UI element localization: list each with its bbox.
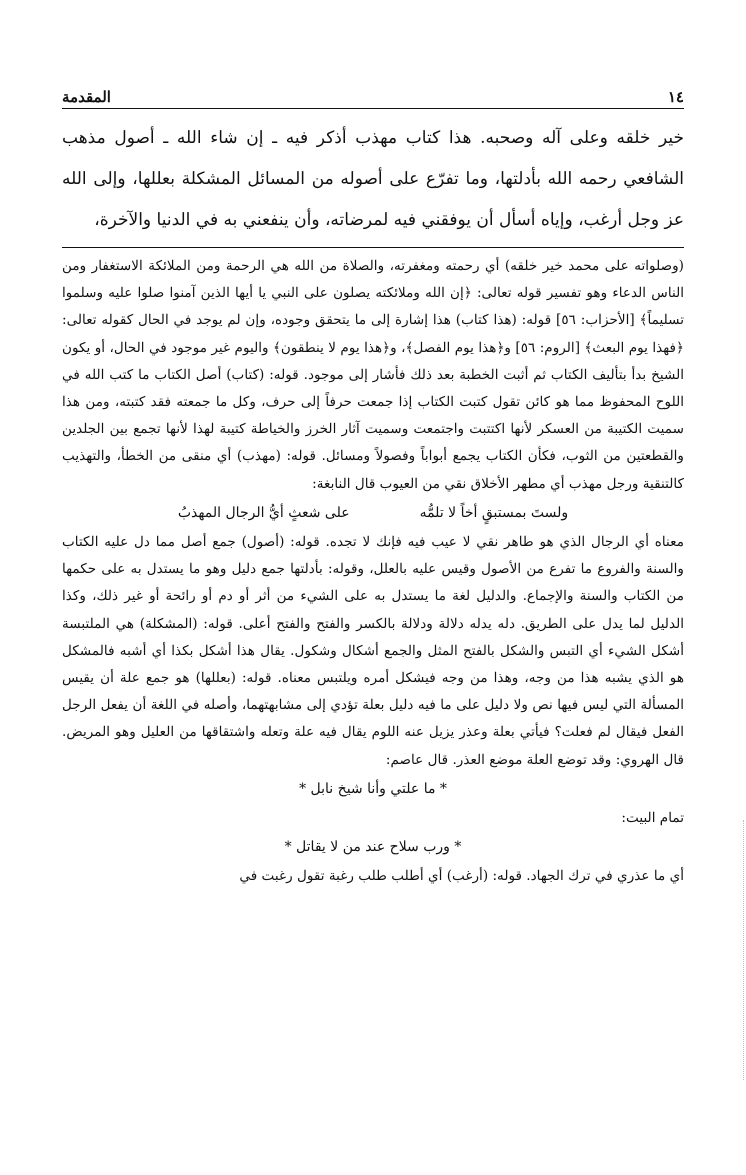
header-rule (62, 108, 684, 109)
page-edge-mark (742, 820, 744, 1080)
verse-hemistich-right: ولستَ بمستبقٍ أخاً لا تلمُّه (419, 504, 569, 521)
main-text (62, 118, 684, 241)
footnote-block (62, 253, 684, 891)
page-number: ١٤ (667, 88, 684, 106)
verse-completion (62, 834, 684, 861)
footnote-paragraph-2: معناه أي الرجال الذي هو طاهر نقي لا عيب فيه فإنك لا تجده. قوله: (أصول) جمع أصل مما دل عليه الكتاب والسنة والفروع ما تفرع من الأصول وقيس عليه بالعلل، وقوله: بأدلتها جمع دليل وهو ما يستدل به على حكمها من الكتاب والسنة والإجماع. والدليل لغة ما يستدل به على الشيء من أثر أو دم أو رائحة أو غير ذلك، وكذا الدليل لما يدل على الطريق. دله يدله دلالة ودلالة بالكسر والفتح والفتح أعلى. قوله: (المشكلة) هي الملتبسة أشكل الشيء أي التبس والشكل بالفتح المثل والجمع أشكال وشكول. يقال هذا أشكل بكذا أي أشبه فالمشكل هو الذي يشبه هذا من وجه، وهذا من وجه فيشكل أمره ويلتبس معناه. قوله: (بعللها) هو جمع علة أن يقيس المسألة التي ليس فيها نص ولا دليل على ما فيه دليل بعلة تؤدي إلى مشابهتهما، وأصله في اللغة أن يفعل الرجل الفعل فيقال لم فعلت؟ فيأتي بعلة وعذر يزيل عنه اللوم يقال فيه علة وتعله واشتقاقها من العليل وهو المريض. قال الهروي: وقد توضع العلة موضع العذر. قال عاصم: (62, 534, 684, 768)
verse-hemistich-left: على شعثٍ أيُّ الرجال المهذبُ (177, 504, 350, 521)
footnote-paragraph-4: أي ما عذري في ترك الجهاد. قوله: (أرغب) أي أطلب طلب رغبة تقول رغبت في (239, 868, 684, 885)
verse-asim (62, 776, 684, 803)
footnote-paragraph-1: (وصلواته على محمد خير خلقه) أي رحمته ومغفرته، والصلاة من الله هي الرحمة ومن الملائكة الاستغفار ومن الناس الدعاء وهو تفسير قوله تعالى: ﴿إن الله وملائكته يصلون على النبي يا أيها الذين آمنوا صلوا عليه وسلموا تسليماً﴾ [الأحزاب: ٥٦] قوله: (هذا كتاب) هذا إشارة إلى ما يتحقق وجوده، وإن لم يوجد في الحال كقوله تعالى: ﴿فهذا يوم البعث﴾ [الروم: ٥٦] و﴿هذا يوم الفصل﴾، و﴿هذا يوم لا ينطقون﴾ واليوم غير موجود في الحال، أو يكون الشيخ بدأ بتأليف الكتاب ثم أثبت الخطبة بعد ذلك فأشار إلى موجود. قوله: (كتاب) أصل الكتاب ما كتب الله في اللوح المحفوظ مما هو كائن تقول كتبت الكتاب إذا جمعت حرفاً إلى حرف، وكل ما جمعته فقد كتبته، ومن هذا سميت الكتيبة من العسكر لأنها اكتتبت واجتمعت وسميت آثار الخرز والخياطة كتيبة لهذا لأنها تجمع بين الجلدين والقطعتين من الثوب، فكأن الكتاب يجمع أبواباً وفصولاً ومسائل. قوله: (مهذب) أي منقى من الخطأ، والتهذيب كالتنقية ورجل مهذب أي مطهر الأخلاق نقي من العيوب قال النابغة: (62, 258, 685, 492)
footnote-separator (62, 247, 684, 248)
verse-line: * ما علتي وأنا شيخ نابل * (299, 780, 447, 797)
section-title: المقدمة (62, 88, 111, 106)
verse-line: * ورب سلاح عند من لا يقاتل * (284, 839, 462, 856)
page-header (62, 78, 684, 106)
footnote-paragraph-3: تمام البيت: (621, 810, 684, 827)
main-paragraph: خير خلقه وعلى آله وصحبه. هذا كتاب مهذب أذكر فيه ـ إن شاء الله ـ أصول مذهب الشافعي رحمه الله بأدلتها، وما تفرّع على أصوله من المسائل المشكلة بعللها، وإلى الله عز وجل أرغب، وإياه أسأل أن يوفقني فيه لمرضاته، وأن ينفعني به في الدنيا والآخرة، (62, 128, 684, 230)
verse-nabigha (62, 500, 684, 527)
